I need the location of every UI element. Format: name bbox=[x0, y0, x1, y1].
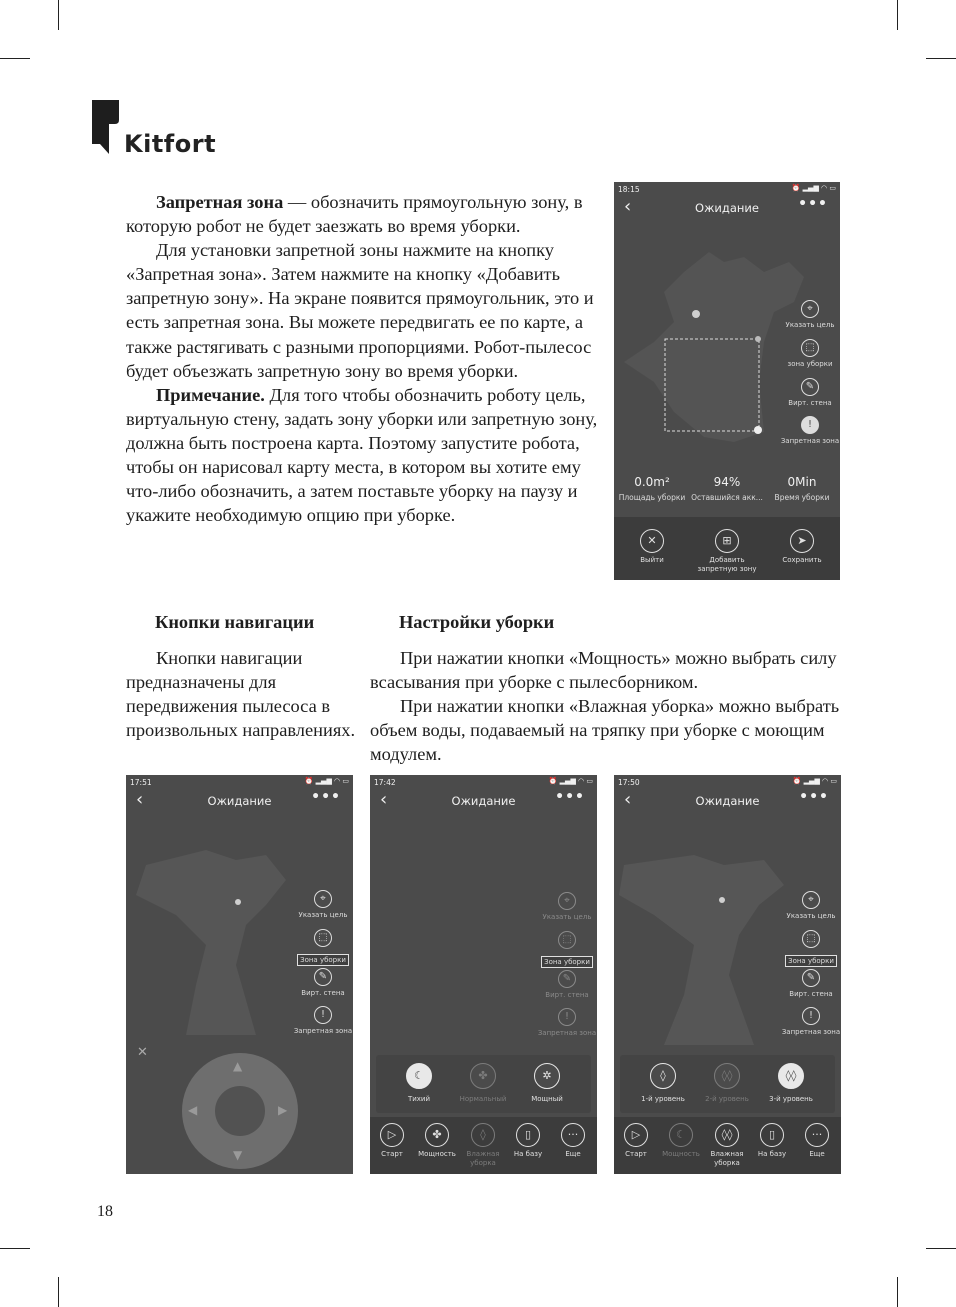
back-button[interactable]: ‹ bbox=[380, 789, 388, 810]
target-icon: ⌖ bbox=[558, 892, 576, 910]
more-button[interactable]: ··· Еще bbox=[787, 1123, 841, 1159]
option-level-1[interactable]: ◊ 1-й уровень bbox=[628, 1063, 698, 1103]
virtual-wall-tool[interactable]: ✎ Вирт. стена bbox=[779, 378, 840, 407]
crop-mark bbox=[0, 58, 30, 59]
water-drop-icon: ◊ bbox=[471, 1123, 495, 1147]
crop-mark bbox=[926, 58, 956, 59]
cleaning-heading: Настройки уборки bbox=[399, 612, 555, 632]
start-button[interactable]: ▷ Старт bbox=[370, 1123, 422, 1159]
nav-text: Кнопки навигации предназначены для передвижения пылесоса в произвольных направлениях. bbox=[126, 648, 356, 741]
battery-icon: ▯ bbox=[516, 1123, 540, 1147]
virtual-wall-tool[interactable]: ✎ Вирт. стена bbox=[780, 969, 841, 998]
moon-icon: ☾ bbox=[406, 1063, 432, 1089]
status-icons: ⏰ ▂▄▆ ◠ ▭ bbox=[548, 777, 593, 785]
screenshot-navigation bbox=[126, 775, 353, 1174]
more-menu-button[interactable]: ••• bbox=[311, 789, 341, 805]
target-icon: ⌖ bbox=[802, 891, 820, 909]
intro-paragraph: Для установки запретной зоны нажмите на кнопку «Запретная зона». Затем нажмите на кнопку «Добавить запретную зону». На экране появится прямоугольник, это и есть запретная зона. Вы можете передвигать ее по карте, а также растягивать с разными пропорциями. Робот-пылесос будет объезжать запретную зону во время уборки. bbox=[126, 240, 594, 381]
crop-mark bbox=[926, 1248, 956, 1249]
more-menu-button[interactable]: ••• bbox=[799, 789, 829, 805]
stats-bar bbox=[614, 475, 840, 507]
send-icon: ➤ bbox=[790, 529, 814, 553]
dock-button[interactable]: ▯ На базу bbox=[742, 1123, 802, 1159]
moon-icon: ☾ bbox=[669, 1123, 693, 1147]
water-drops-icon: ◊◊ bbox=[714, 1063, 740, 1089]
more-button[interactable]: ··· Еще bbox=[543, 1123, 597, 1159]
crop-mark bbox=[897, 0, 898, 30]
screen-title: Ожидание bbox=[451, 794, 516, 808]
play-icon: ▷ bbox=[380, 1123, 404, 1147]
screenshot-power bbox=[370, 775, 597, 1174]
pencil-icon: ✎ bbox=[801, 378, 819, 396]
play-icon: ▷ bbox=[624, 1123, 648, 1147]
crop-mark bbox=[897, 1277, 898, 1307]
start-button[interactable]: ▷ Старт bbox=[614, 1123, 666, 1159]
water-level-panel bbox=[620, 1055, 835, 1113]
forbidden-zone-term: Запретная зона bbox=[156, 192, 284, 212]
zone-icon: ⬚ bbox=[558, 931, 576, 949]
water-drops-icon: ◊◊ bbox=[778, 1063, 804, 1089]
screenshot-wet-cleaning bbox=[614, 775, 841, 1174]
brand-name: Kitfort bbox=[124, 130, 217, 158]
cleaning-text: При нажатии кнопки «Мощность» можно выбрать силу всасывания при уборке с пылесборником. При нажатии кнопки «Влажная уборка» можно выбрать объем воды, подаваемый на тряпку при уборке с моющим модулем. bbox=[370, 648, 840, 765]
fan-strong-icon: ✲ bbox=[534, 1063, 560, 1089]
fan-icon: ✤ bbox=[470, 1063, 496, 1089]
pencil-icon: ✎ bbox=[314, 968, 332, 986]
joystick-center[interactable] bbox=[215, 1086, 265, 1136]
intro-text: Запретная зона — обозначить прямоугольную зону, в которую робот не будет заезжать во время уборки. Для установки запретной зоны нажмите на кнопку «Запретная зона». Затем нажмите на кнопку «Добавить запретную зону». На экране появится прямоугольник, это и есть запретная зона. Вы можете передвигать ее по карте, а также растягивать с разными пропорциями. Робот-пылесос будет объезжать запретную зону во время уборки. Примечание. Для того чтобы обозначить роботу цель, виртуальную стену, задать зону уборки или запретную зону, должна быть построена карта. Поэтому запустите робота, чтобы он нарисовал карту места, в котором вы хотите ему что-либо обозначить, а затем поставьте уборку на паузу и укажите необходимую опцию при уборке. bbox=[126, 190, 606, 527]
arrow-up-icon[interactable]: ▲ bbox=[233, 1059, 243, 1073]
wet-cleaning-button[interactable]: ◊◊ Влажная уборка bbox=[697, 1123, 757, 1168]
stat-battery: 94% Оставшийся акк... bbox=[691, 475, 763, 502]
add-forbidden-zone-button[interactable]: ⊞ Добавить запретную зону bbox=[697, 529, 757, 574]
option-level-2[interactable]: ◊◊ 2-й уровень bbox=[692, 1063, 762, 1103]
zone-icon: ⬚ bbox=[801, 339, 819, 357]
pencil-icon: ✎ bbox=[802, 969, 820, 987]
status-time: 17:51 bbox=[130, 778, 152, 787]
more-icon: ··· bbox=[561, 1123, 585, 1147]
more-icon: ··· bbox=[805, 1123, 829, 1147]
pencil-icon: ✎ bbox=[558, 970, 576, 988]
target-icon: ⌖ bbox=[801, 300, 819, 318]
stat-time: 0Min Время уборки bbox=[774, 475, 830, 502]
option-level-3[interactable]: ◊◊ 3-й уровень bbox=[756, 1063, 826, 1103]
cleaning-zone-tool[interactable]: ⬚ Зона уборки bbox=[780, 930, 841, 967]
close-icon[interactable]: ✕ bbox=[137, 1045, 148, 1060]
status-icons: ⏰ ▂▄▆ ◠ ▭ bbox=[791, 184, 836, 192]
crop-mark bbox=[58, 0, 59, 30]
fan-icon: ✤ bbox=[425, 1123, 449, 1147]
zone-icon: ⬚ bbox=[802, 930, 820, 948]
battery-icon: ▯ bbox=[760, 1123, 784, 1147]
cleaning-zone-tool[interactable]: ⬚ зона уборки bbox=[779, 339, 840, 368]
forbidden-zone-icon: ! bbox=[314, 1006, 332, 1024]
close-icon: ✕ bbox=[640, 529, 664, 553]
cleaning-zone-tool[interactable]: ⬚ Зона уборки bbox=[292, 929, 353, 966]
arrow-down-icon[interactable]: ▼ bbox=[233, 1148, 243, 1162]
back-button[interactable]: ‹ bbox=[624, 789, 632, 810]
status-icons: ⏰ ▂▄▆ ◠ ▭ bbox=[304, 777, 349, 785]
crop-mark bbox=[0, 1248, 30, 1249]
set-goal-tool[interactable]: ⌖ Указать цель bbox=[536, 892, 597, 921]
target-icon: ⌖ bbox=[314, 890, 332, 908]
option-normal[interactable]: ✤ Нормальный bbox=[448, 1063, 518, 1103]
status-time: 18:15 bbox=[618, 185, 640, 194]
crop-mark bbox=[58, 1277, 59, 1307]
forbidden-zone-icon: ! bbox=[802, 1007, 820, 1025]
set-goal-tool[interactable]: ⌖ Указать цель bbox=[780, 891, 841, 920]
back-button[interactable]: ‹ bbox=[624, 196, 632, 217]
status-time: 17:50 bbox=[618, 778, 640, 787]
cleaning-zone-tool[interactable]: ⬚ Зона уборки bbox=[536, 931, 597, 968]
stat-area: 0.0m² Площадь уборки bbox=[618, 475, 686, 502]
forbidden-zone-icon: ! bbox=[558, 1008, 576, 1026]
exit-button[interactable]: ✕ Выйти bbox=[622, 529, 682, 565]
page-number: 18 bbox=[97, 1203, 113, 1220]
option-strong[interactable]: ✲ Мощный bbox=[512, 1063, 582, 1103]
screenshot-forbidden-zone bbox=[614, 182, 840, 580]
add-zone-icon: ⊞ bbox=[715, 529, 739, 553]
forbidden-zone-tool[interactable]: ! Запретная зона bbox=[536, 1008, 597, 1037]
power-button[interactable]: ✤ Мощность bbox=[407, 1123, 467, 1159]
arrow-left-icon[interactable]: ◀ bbox=[188, 1103, 198, 1117]
power-options-panel bbox=[376, 1055, 591, 1113]
kitfort-logo bbox=[92, 100, 217, 160]
status-icons: ⏰ ▂▄▆ ◠ ▭ bbox=[792, 777, 837, 785]
more-menu-button[interactable]: ••• bbox=[555, 789, 585, 805]
bottom-bar bbox=[614, 517, 840, 580]
bottom-bar bbox=[614, 1117, 841, 1174]
more-menu-button[interactable]: ••• bbox=[798, 196, 828, 212]
screen-title: Ожидание bbox=[695, 201, 759, 215]
joystick[interactable] bbox=[182, 1053, 298, 1169]
back-button[interactable]: ‹ bbox=[136, 789, 144, 810]
save-button[interactable]: ➤ Сохранить bbox=[772, 529, 832, 565]
screen-title: Ожидание bbox=[207, 794, 272, 808]
status-time: 17:42 bbox=[374, 778, 396, 787]
bottom-bar bbox=[370, 1117, 597, 1174]
virtual-wall-tool[interactable]: ✎ Вирт. стена bbox=[536, 970, 597, 999]
water-drops-icon: ◊◊ bbox=[715, 1123, 739, 1147]
option-quiet[interactable]: ☾ Тихий bbox=[384, 1063, 454, 1103]
water-drop-icon: ◊ bbox=[650, 1063, 676, 1089]
power-button[interactable]: ☾ Мощность bbox=[651, 1123, 711, 1159]
set-goal-tool[interactable]: ⌖ Указать цель bbox=[779, 300, 840, 329]
nav-heading: Кнопки навигации bbox=[155, 612, 315, 632]
set-goal-tool[interactable]: ⌖ Указать цель bbox=[292, 890, 353, 919]
dock-button[interactable]: ▯ На базу bbox=[498, 1123, 558, 1159]
kitfort-mark-icon bbox=[92, 100, 122, 154]
zone-icon: ⬚ bbox=[314, 929, 332, 947]
wet-cleaning-button[interactable]: ◊ Влажная уборка bbox=[453, 1123, 513, 1168]
forbidden-zone-tool[interactable]: ! Запретная зона bbox=[779, 416, 840, 445]
forbidden-zone-tool[interactable]: ! Запретная зона bbox=[780, 1007, 841, 1036]
screen-title: Ожидание bbox=[695, 794, 760, 808]
forbidden-zone-tool[interactable]: ! Запретная зона bbox=[292, 1006, 353, 1035]
arrow-right-icon[interactable]: ▶ bbox=[278, 1103, 288, 1117]
forbidden-zone-icon: ! bbox=[801, 416, 819, 434]
note-term: Примечание. bbox=[156, 384, 265, 405]
virtual-wall-tool[interactable]: ✎ Вирт. стена bbox=[292, 968, 353, 997]
